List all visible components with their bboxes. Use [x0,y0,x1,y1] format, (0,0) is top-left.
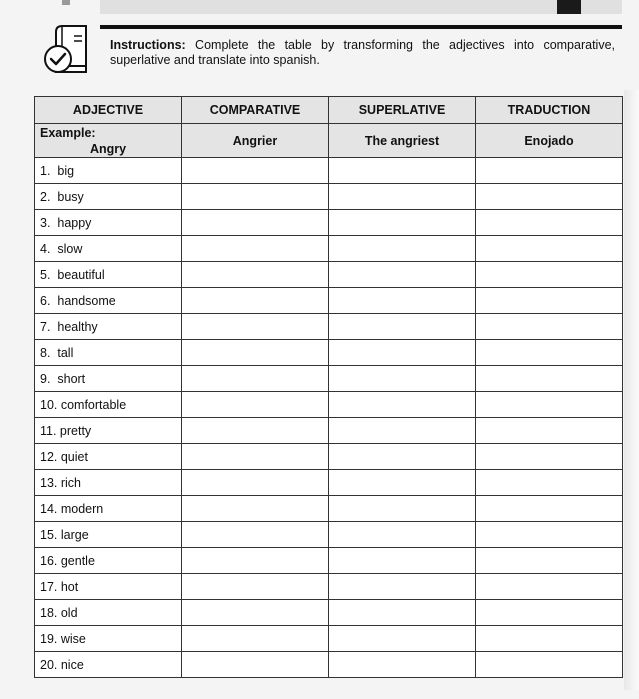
superlative-answer-cell[interactable] [329,158,476,184]
table-row [35,496,623,522]
traduction-answer-cell[interactable] [476,392,623,418]
comparative-answer-cell[interactable] [182,366,329,392]
adjective-cell: 17. hot [35,574,182,600]
adjective-cell: 9. short [35,366,182,392]
comparative-answer-cell[interactable] [182,522,329,548]
traduction-answer-cell[interactable] [476,262,623,288]
table-row [35,470,623,496]
superlative-answer-cell[interactable] [329,522,476,548]
adjective-cell: 13. rich [35,470,182,496]
traduction-answer-cell[interactable] [476,652,623,678]
table-row [35,392,623,418]
superlative-answer-cell[interactable] [329,496,476,522]
comparative-answer-cell[interactable] [182,210,329,236]
comparative-answer-cell[interactable] [182,236,329,262]
traduction-answer-cell[interactable] [476,288,623,314]
table-row [35,574,623,600]
header-superlative: SUPERLATIVE [329,97,476,124]
table-row [35,600,623,626]
adjective-cell: 6. handsome [35,288,182,314]
instructions-body: Complete the table by transforming the adjectives into comparative, superlative and translate into spanish. [110,38,616,67]
traduction-answer-cell[interactable] [476,626,623,652]
superlative-answer-cell[interactable] [329,262,476,288]
comparative-answer-cell[interactable] [182,158,329,184]
superlative-answer-cell[interactable] [329,652,476,678]
superlative-answer-cell[interactable] [329,548,476,574]
table-row [35,418,623,444]
adjective-cell: 14. modern [35,496,182,522]
traduction-answer-cell[interactable] [476,184,623,210]
adjective-cell: 1. big [35,158,182,184]
comparative-answer-cell[interactable] [182,444,329,470]
table-row [35,522,623,548]
superlative-answer-cell[interactable] [329,314,476,340]
comparative-answer-cell[interactable] [182,652,329,678]
adjective-cell: 15. large [35,522,182,548]
example-traduction: Enojado [476,124,623,158]
table-row [35,548,623,574]
example-comparative: Angrier [182,124,329,158]
adjective-cell: 18. old [35,600,182,626]
comparative-answer-cell[interactable] [182,314,329,340]
traduction-answer-cell[interactable] [476,600,623,626]
comparative-answer-cell[interactable] [182,548,329,574]
corner-mark [62,0,70,5]
comparative-answer-cell[interactable] [182,574,329,600]
comparative-answer-cell[interactable] [182,392,329,418]
superlative-answer-cell[interactable] [329,184,476,210]
adjective-cell: 5. beautiful [35,262,182,288]
superlative-answer-cell[interactable] [329,470,476,496]
table-row [35,210,623,236]
adjective-cell: 10. comfortable [35,392,182,418]
superlative-answer-cell[interactable] [329,626,476,652]
table-row [35,236,623,262]
comparative-answer-cell[interactable] [182,288,329,314]
comparative-answer-cell[interactable] [182,262,329,288]
traduction-answer-cell[interactable] [476,366,623,392]
traduction-answer-cell[interactable] [476,236,623,262]
comparative-answer-cell[interactable] [182,600,329,626]
adjective-cell: 8. tall [35,340,182,366]
traduction-answer-cell[interactable] [476,496,623,522]
table-row [35,288,623,314]
table-row [35,626,623,652]
traduction-answer-cell[interactable] [476,444,623,470]
adjective-cell: 2. busy [35,184,182,210]
superlative-answer-cell[interactable] [329,392,476,418]
example-adjective-cell [35,124,182,158]
page-edge-shadow [624,90,639,690]
header-rule [100,25,622,29]
comparative-answer-cell[interactable] [182,418,329,444]
table-row [35,366,623,392]
checklist-book-icon [40,22,98,80]
adjective-cell: 4. slow [35,236,182,262]
superlative-answer-cell[interactable] [329,444,476,470]
example-adjective: Angry [90,141,127,156]
header-band [100,0,622,14]
comparative-answer-cell[interactable] [182,470,329,496]
superlative-answer-cell[interactable] [329,340,476,366]
header-row [35,97,623,124]
example-row [35,124,623,158]
header-traduction: TRADUCTION [476,97,623,124]
table-row [35,262,623,288]
table-row [35,184,623,210]
comparative-answer-cell[interactable] [182,340,329,366]
example-superlative: The angriest [329,124,476,158]
header-adjective: ADJECTIVE [35,97,182,124]
adjective-table [34,96,623,678]
traduction-answer-cell[interactable] [476,158,623,184]
traduction-answer-cell[interactable] [476,418,623,444]
table-row [35,340,623,366]
instructions-text [110,38,615,68]
traduction-answer-cell[interactable] [476,574,623,600]
adjective-cell: 3. happy [35,210,182,236]
adjective-cell: 19. wise [35,626,182,652]
table-row [35,652,623,678]
superlative-answer-cell[interactable] [329,288,476,314]
comparative-answer-cell[interactable] [182,626,329,652]
table-row [35,158,623,184]
adjective-cell: 11. pretty [35,418,182,444]
adjective-cell: 7. healthy [35,314,182,340]
traduction-answer-cell[interactable] [476,340,623,366]
example-label: Example: [40,125,96,140]
traduction-answer-cell[interactable] [476,548,623,574]
superlative-answer-cell[interactable] [329,600,476,626]
adjective-cell: 12. quiet [35,444,182,470]
table-row [35,314,623,340]
traduction-answer-cell[interactable] [476,522,623,548]
traduction-answer-cell[interactable] [476,470,623,496]
superlative-answer-cell[interactable] [329,366,476,392]
adjective-cell: 16. gentle [35,548,182,574]
superlative-answer-cell[interactable] [329,574,476,600]
superlative-answer-cell[interactable] [329,418,476,444]
table-row [35,444,623,470]
superlative-answer-cell[interactable] [329,236,476,262]
traduction-answer-cell[interactable] [476,210,623,236]
traduction-answer-cell[interactable] [476,314,623,340]
header-dark-block [557,0,581,14]
comparative-answer-cell[interactable] [182,184,329,210]
superlative-answer-cell[interactable] [329,210,476,236]
header-comparative: COMPARATIVE [182,97,329,124]
adjective-cell: 20. nice [35,652,182,678]
instructions-lead: Instructions: [110,38,186,52]
comparative-answer-cell[interactable] [182,496,329,522]
